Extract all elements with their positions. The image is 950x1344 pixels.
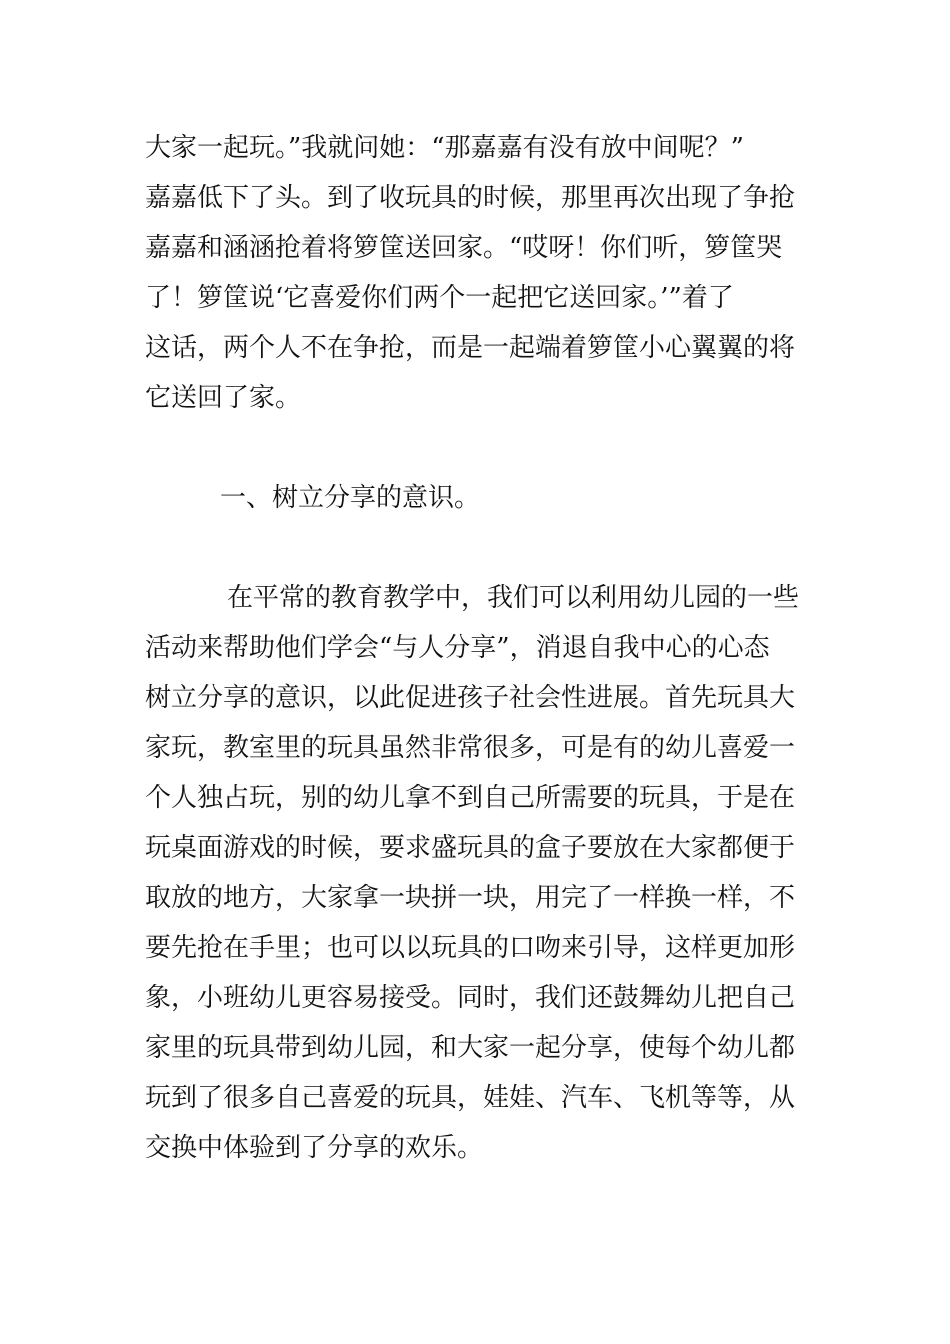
text-line: 家里的玩具带到幼儿园，和大家一起分享，使每个幼儿都 [145,1033,796,1063]
text-line: 大家一起玩。”我就问她：“那嘉嘉有没有放中间呢？” [145,133,744,163]
text-line: 玩到了很多自己喜爱的玩具，娃娃、汽车、飞机等等，从 [145,1083,796,1113]
paragraph-sharing [145,573,815,1173]
text-line: 嘉嘉和涵涵抢着将箩筐送回家。“哎呀！你们听，箩筐哭 [145,233,783,263]
paragraph-story [145,123,815,423]
section-heading [220,473,815,523]
text-line: 交换中体验到了分享的欢乐。 [145,1133,484,1163]
text-line: 要先抢在手里；也可以以玩具的口吻来引导，这样更加形 [145,933,796,963]
text-line: 它送回了家。 [145,383,302,413]
heading-text: 一、树立分享的意识。 [220,483,481,513]
text-line: 取放的地方，大家拿一块拼一块，用完了一样换一样，不 [145,883,796,913]
text-line: 个人独占玩，别的幼儿拿不到自己所需要的玩具，于是在 [145,783,796,813]
text-line: 家玩，教室里的玩具虽然非常很多，可是有的幼儿喜爱一 [145,733,796,763]
text-line: 这话，两个人不在争抢，而是一起端着箩筐小心翼翼的将 [145,333,796,363]
text-line: 树立分享的意识，以此促进孩子社会性进展。首先玩具大 [145,683,796,713]
text-line: 活动来帮助他们学会“与人分享”，消退自我中心的心态 [145,633,770,663]
text-line: 象，小班幼儿更容易接受。同时，我们还鼓舞幼儿把自己 [145,983,796,1013]
text-line: 玩桌面游戏的时候，要求盛玩具的盒子要放在大家都便于 [145,833,796,863]
text-line: 了！箩筐说‘它喜爱你们两个一起把它送回家。’”着了 [145,283,734,313]
text-line: 在平常的教育教学中，我们可以利用幼儿园的一些 [227,583,800,613]
text-line: 嘉嘉低下了头。到了收玩具的时候，那里再次出现了争抢 [145,183,796,213]
